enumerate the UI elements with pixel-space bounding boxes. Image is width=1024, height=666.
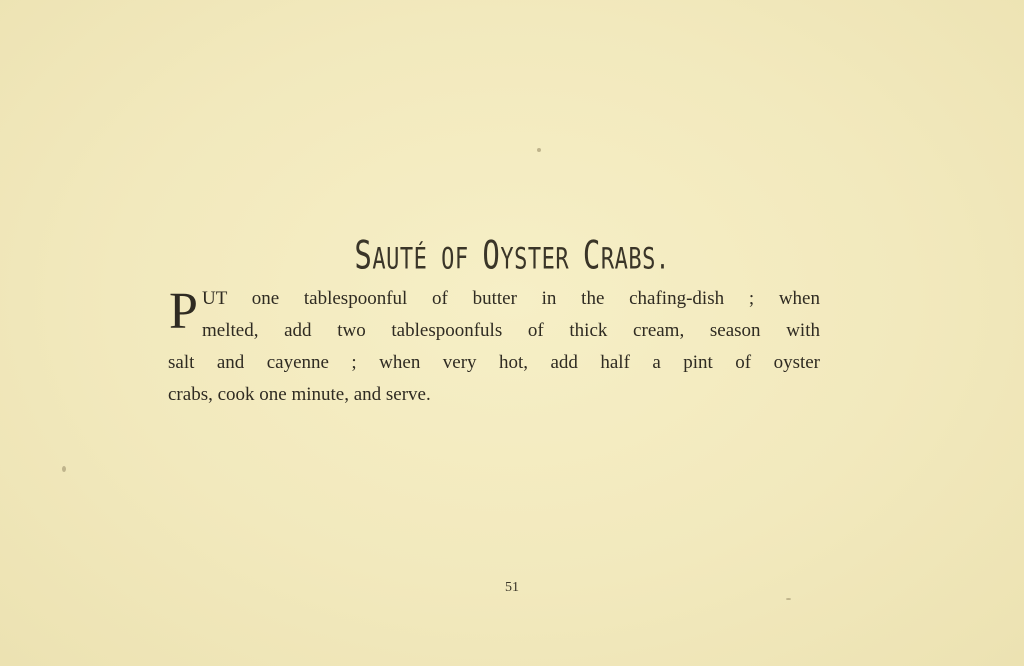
recipe-title bbox=[0, 232, 1024, 278]
paper-speck bbox=[537, 148, 541, 152]
recipe-line-1: UT one tablespoonful of butter in the chafing-dish ; when bbox=[202, 288, 820, 309]
paper-speck bbox=[786, 598, 791, 600]
recipe-body bbox=[168, 283, 820, 411]
page-number: 51 bbox=[505, 580, 519, 595]
recipe-line-2: melted, add two tablespoonfuls of thick cream, season with bbox=[202, 320, 820, 341]
recipe-line-4: crabs, cook one minute, and serve. bbox=[168, 384, 431, 405]
recipe-line-3: salt and cayenne ; when very hot, add half a pint of oyster bbox=[168, 352, 820, 373]
drop-cap: P bbox=[169, 283, 198, 340]
recipe-title-text: SAUTÉ OF OYSTER CRABS. bbox=[354, 232, 670, 278]
paper-speck bbox=[62, 466, 66, 472]
